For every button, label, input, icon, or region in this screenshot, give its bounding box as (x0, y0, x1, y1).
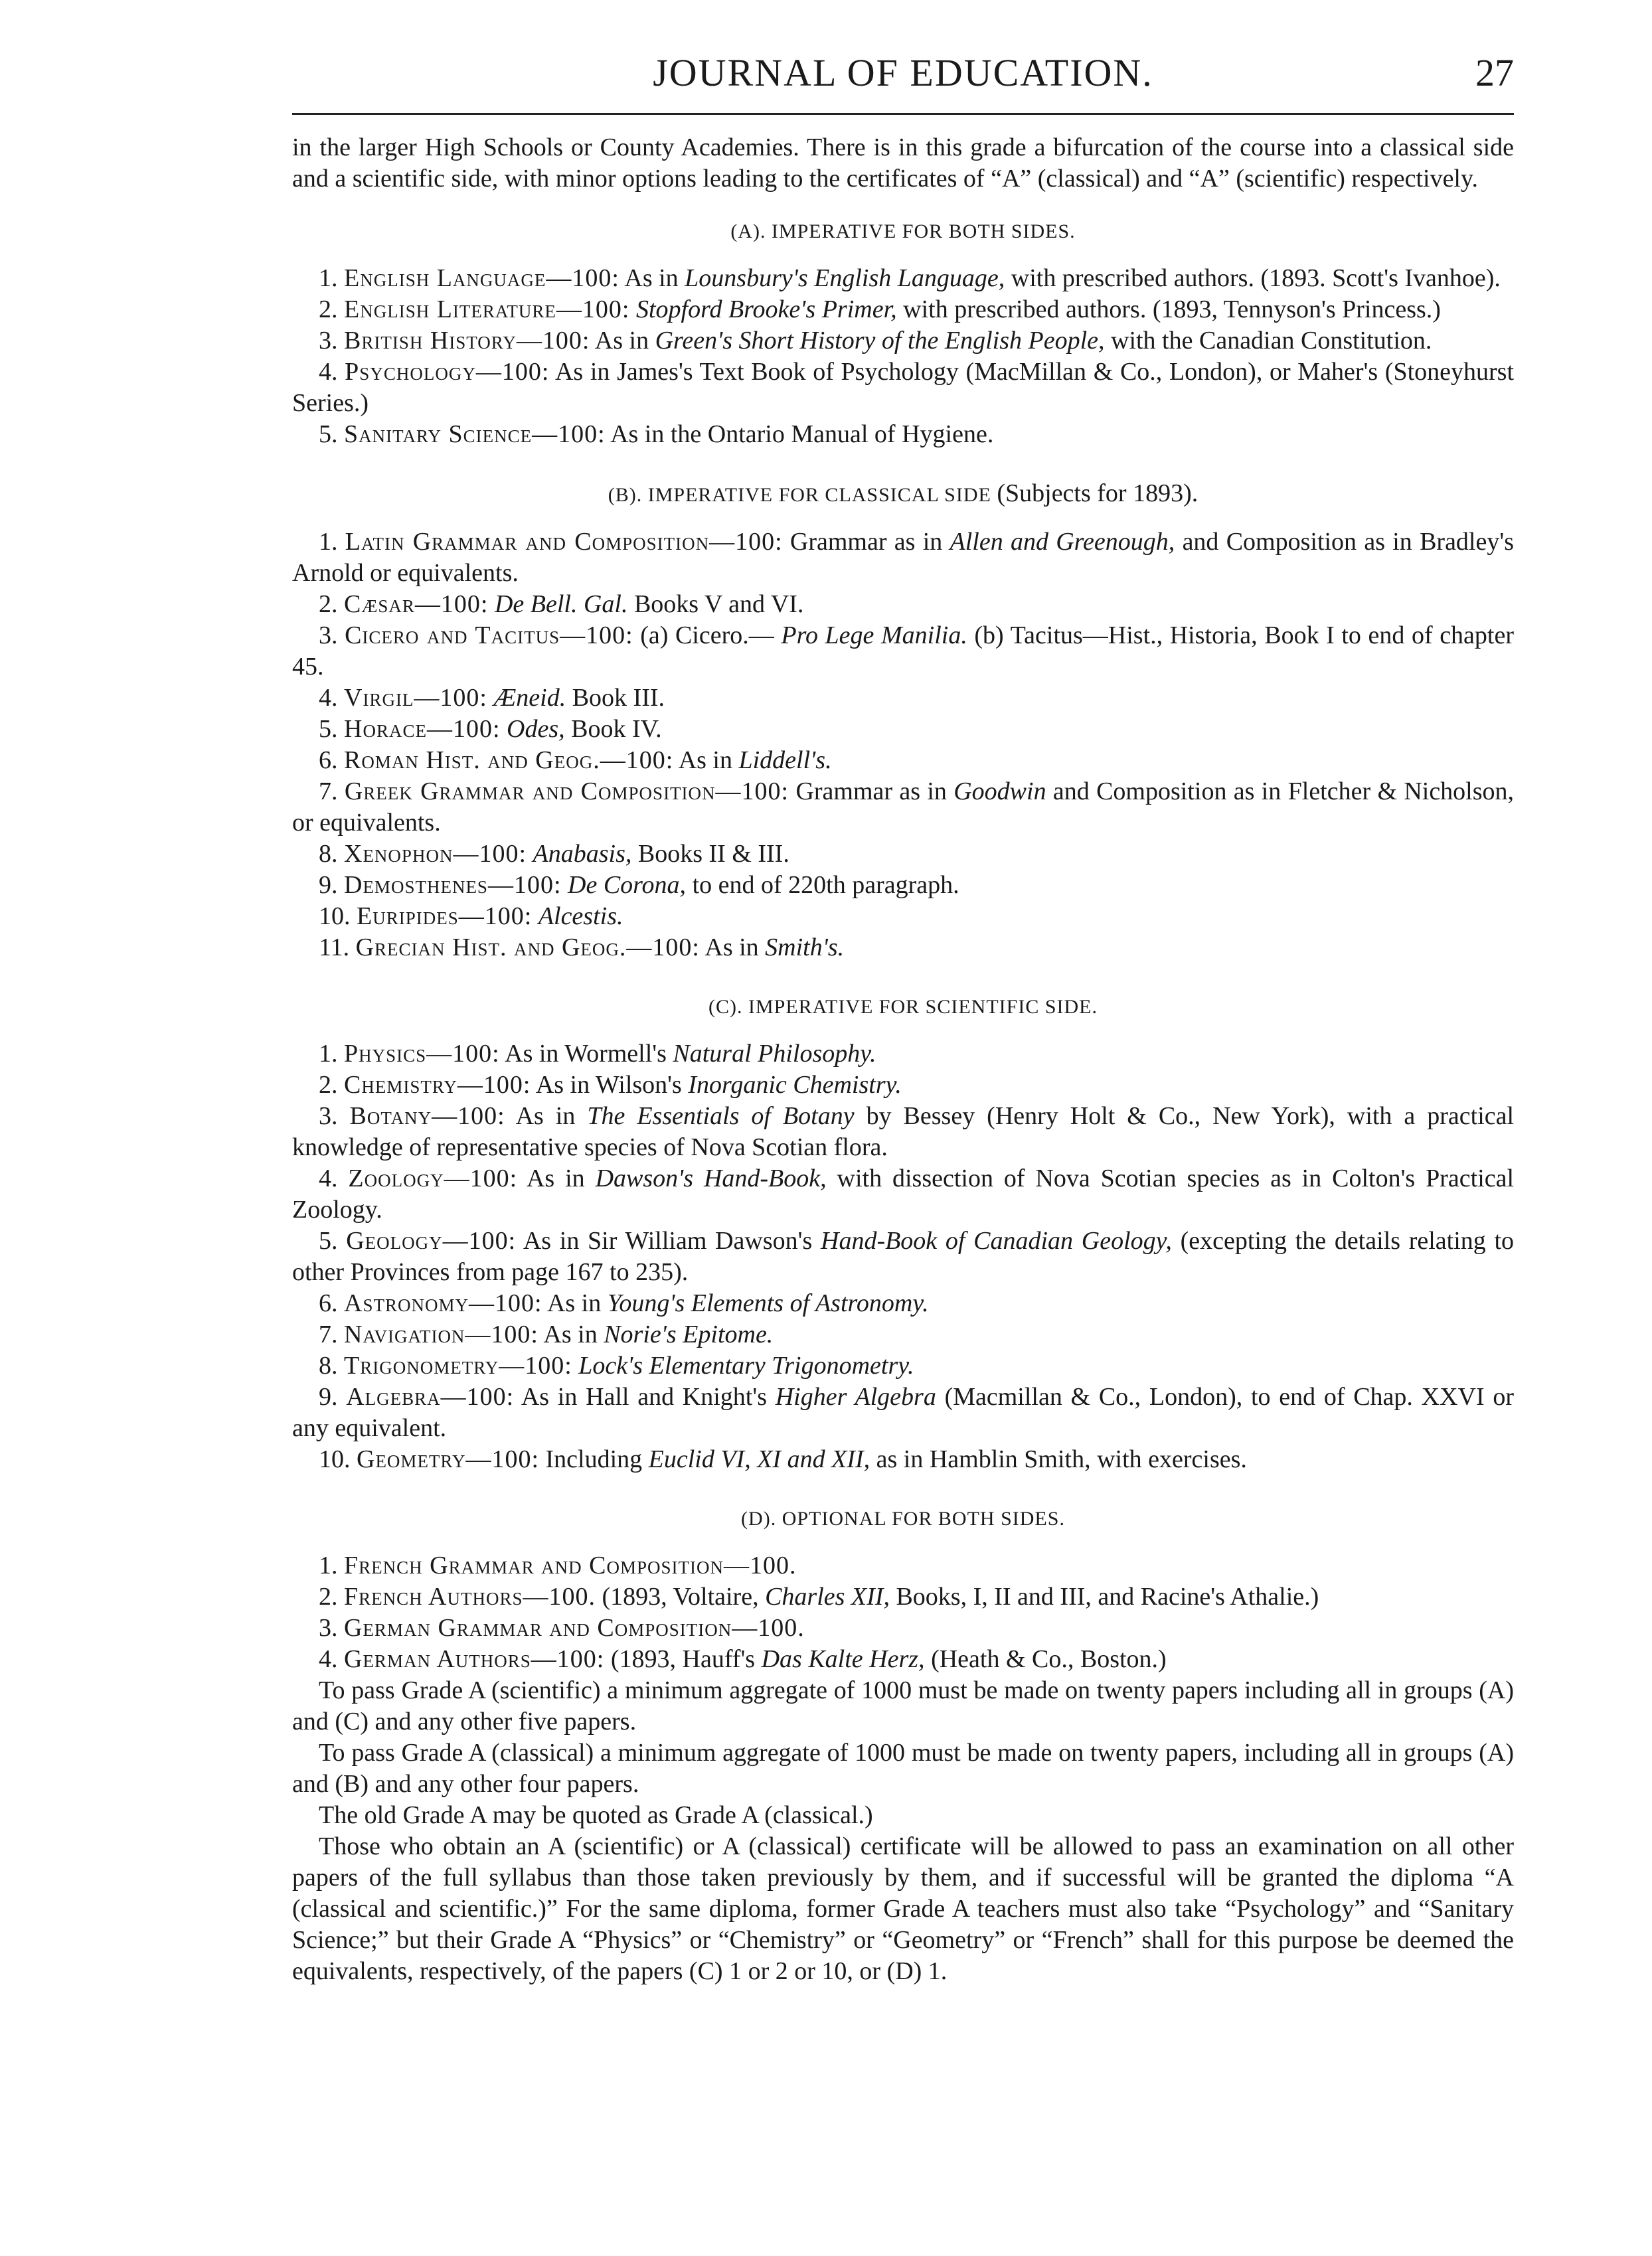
item-text-italic: De Bell. Gal. (494, 590, 628, 618)
item-text-pre: As in Wilson's (535, 1071, 682, 1099)
item-number: 10. (319, 902, 351, 930)
item-text-pre: As in James's Text Book of Psychology (MacMillan & Co., London), or Maher's (Stoneyhurst Series.) (292, 358, 1514, 417)
subject-item (292, 839, 1514, 870)
closing-paragraphs (292, 1675, 1514, 1987)
subject-name: Latin Grammar and Composition—100: (345, 528, 783, 556)
item-text-post: as in Hamblin Smith, with exercises. (876, 1445, 1247, 1473)
item-text-italic: Lock's Elementary Trigonometry. (578, 1352, 914, 1380)
item-number: 8. (319, 840, 338, 868)
subject-item (292, 870, 1514, 901)
subject-item (292, 1288, 1514, 1319)
subject-name: Grecian Hist. and Geog.—100: (355, 933, 700, 961)
item-text-post: (Heath & Co., Boston.) (931, 1645, 1167, 1673)
item-text-pre: As in Wormell's (505, 1040, 667, 1068)
item-text-pre: As in the Ontario Manual of Hygiene. (610, 420, 994, 448)
subject-item (292, 1581, 1514, 1613)
subject-name: English Literature—100: (344, 295, 630, 323)
sections-container (292, 216, 1514, 1675)
subject-item (292, 1550, 1514, 1581)
item-text-post: and Composition as in Bradley's Arnold or equivalents. (292, 528, 1514, 587)
item-text-pre: Including (545, 1445, 643, 1473)
item-text-post: with prescribed authors. (1893, Tennyson's Princess.) (903, 295, 1441, 323)
item-number: 2. (319, 1071, 338, 1099)
subject-item (292, 620, 1514, 683)
section-heading (292, 216, 1514, 247)
item-text-italic: Inorganic Chemistry. (688, 1071, 902, 1099)
section-heading-text: (B). IMPERATIVE FOR CLASSICAL SIDE (608, 484, 991, 506)
item-text-italic: Allen and Greenough, (950, 528, 1175, 556)
section-gap (292, 1475, 1514, 1495)
item-number: 3. (319, 1614, 338, 1642)
item-text-pre: As in (678, 746, 732, 774)
subject-item (292, 357, 1514, 419)
item-text-pre: As in (624, 264, 679, 292)
item-text-italic: Higher Algebra (775, 1383, 936, 1411)
item-text-italic: Lounsbury's English Language, (685, 264, 1005, 292)
item-number: 6. (319, 1289, 338, 1317)
subject-item (292, 1070, 1514, 1101)
item-number: 4. (319, 1165, 338, 1192)
item-text-pre: As in Hall and Knight's (521, 1383, 767, 1411)
item-text-italic: Stopford Brooke's Primer, (635, 295, 897, 323)
item-text-post: Books, I, II and III, and Racine's Athalie.) (896, 1583, 1319, 1611)
item-number: 8. (319, 1352, 338, 1380)
item-text-post: (excepting the details relating to other Provinces from page 167 to 235). (292, 1227, 1515, 1286)
item-number: 10. (319, 1445, 351, 1473)
subject-name: French Authors—100. (344, 1583, 596, 1611)
item-text-pre: As in Sir William Dawson's (523, 1227, 813, 1255)
item-text-pre: (a) Cicero.— (640, 621, 774, 649)
closing-paragraph: To pass Grade A (classical) a minimum aggregate of 1000 must be made on twenty papers, including all in groups (A) and (B) and any other four papers. (292, 1739, 1514, 1798)
item-text-italic: Natural Philosophy. (673, 1040, 876, 1068)
item-text-pre: As in (546, 1289, 602, 1317)
item-text-pre: As in (543, 1321, 598, 1348)
item-number: 5. (319, 715, 338, 743)
item-text-post: (Macmillan & Co., London), to end of Chap. XXVI or any equivalent. (292, 1383, 1514, 1442)
item-text-italic: The Essentials of Botany (587, 1102, 855, 1130)
subject-name: Physics—100: (344, 1040, 500, 1068)
item-number: 1. (319, 264, 338, 292)
subject-name: Cæsar—100: (344, 590, 489, 618)
subject-item (292, 1163, 1514, 1226)
item-number: 1. (319, 1552, 338, 1579)
subject-item (292, 1226, 1514, 1288)
subject-item (292, 932, 1514, 963)
item-text-italic: Das Kalte Herz, (761, 1645, 925, 1673)
item-number: 6. (319, 746, 338, 774)
subject-name: French Grammar and Composition—100. (344, 1552, 797, 1579)
item-text-post: Book III. (572, 684, 665, 712)
subject-name: Botany—100: (349, 1102, 505, 1130)
item-number: 1. (319, 1040, 338, 1068)
subject-name: Euripides—100: (357, 902, 533, 930)
section-heading (292, 991, 1514, 1022)
section-heading (292, 478, 1514, 511)
item-text-pre: Grammar as in (795, 777, 947, 805)
subject-item (292, 1101, 1514, 1163)
subject-item (292, 683, 1514, 714)
item-text-post: with the Canadian Constitution. (1111, 327, 1432, 355)
item-text-post: Books II & III. (637, 840, 789, 868)
item-text-post: Books V and VI. (633, 590, 804, 618)
item-text-post: with dissection of Nova Scotian species as in Colton's Practical Zoology. (292, 1165, 1515, 1224)
item-text-italic: Smith's. (765, 933, 845, 961)
item-text-italic: Goodwin (953, 777, 1046, 805)
section-heading (292, 1503, 1514, 1534)
item-text-pre: (1893, Voltaire, (602, 1583, 759, 1611)
item-text-post: Book IV. (571, 715, 662, 743)
subject-name: Sanitary Science—100: (344, 420, 606, 448)
item-text-pre: As in (704, 933, 759, 961)
subject-item (292, 714, 1514, 745)
item-number: 3. (319, 621, 338, 649)
item-text-italic: Alcestis. (538, 902, 623, 930)
journal-page (292, 40, 1514, 1987)
subject-name: Cicero and Tacitus—100: (345, 621, 633, 649)
item-text-post: with prescribed authors. (1893. Scott's Ivanhoe). (1011, 264, 1501, 292)
item-number: 9. (319, 871, 338, 899)
subject-name: German Grammar and Composition—100. (344, 1614, 805, 1642)
section-gap (292, 963, 1514, 983)
item-number: 2. (319, 1583, 338, 1611)
subject-name: Astronomy—100: (344, 1289, 542, 1317)
closing-paragraph: The old Grade A may be quoted as Grade A (classical.) (319, 1801, 873, 1829)
subject-name: Xenophon—100: (344, 840, 527, 868)
header-rule (292, 113, 1514, 115)
item-text-post: (b) Tacitus—Hist., Historia, Book I to end of chapter 45. (292, 621, 1514, 681)
item-text-post: and Composition as in Fletcher & Nicholson, or equivalents. (292, 777, 1515, 837)
intro-paragraph: in the larger High Schools or County Academies. There is in this grade a bifurcation of the course into a classical side and a scientific side, with minor options leading to the certificates of “A” (classical) and “A” (scientific) respectively. (292, 133, 1514, 193)
subject-item (292, 294, 1514, 325)
subject-item (292, 1038, 1514, 1070)
item-number: 7. (319, 777, 338, 805)
item-number: 4. (319, 358, 338, 386)
item-number: 5. (319, 420, 338, 448)
subject-name: Greek Grammar and Composition—100: (344, 777, 789, 805)
item-text-italic: De Corona, (568, 871, 687, 899)
subject-name: Trigonometry—100: (344, 1352, 572, 1380)
subject-name: Demosthenes—100: (344, 871, 562, 899)
item-number: 4. (319, 1645, 338, 1673)
item-text-post: to end of 220th paragraph. (692, 871, 959, 899)
page-number: 27 (1475, 51, 1514, 94)
section-gap (292, 450, 1514, 470)
subject-item (292, 1613, 1514, 1644)
subject-item (292, 419, 1514, 450)
item-text-italic: Odes, (507, 715, 565, 743)
subject-item (292, 263, 1514, 294)
item-text-italic: Liddell's. (738, 746, 832, 774)
item-number: 3. (319, 327, 338, 355)
closing-paragraph: Those who obtain an A (scientific) or A (classical) certificate will be allowed to pass an examination on all other papers of the full syllabus than those taken previously by them, and if successful will be granted the diploma “A (classical and scientific.)” For the same diploma, former Grade A teachers must also take “Psychology” and “Sanitary Science;” but their Grade A “Physics” or “Chemistry” or “Geometry” or “French” shall for this purpose be deemed the equivalents, respectively, of the papers (C) 1 or 2 or 10, or (D) 1. (292, 1832, 1514, 1985)
subject-item (292, 1644, 1514, 1675)
subject-name: Geology—100: (346, 1227, 517, 1255)
subject-name: Algebra—100: (346, 1383, 515, 1411)
item-number: 7. (319, 1321, 338, 1348)
subject-item (292, 745, 1514, 776)
subject-item (292, 1350, 1514, 1382)
item-text-pre: As in (594, 327, 649, 355)
section-heading-sub: (Subjects for 1893). (997, 479, 1198, 507)
item-number: 5. (319, 1227, 338, 1255)
subject-name: Psychology—100: (345, 358, 550, 386)
subject-item (292, 1382, 1514, 1444)
subject-name: Roman Hist. and Geog.—100: (344, 746, 674, 774)
closing-paragraph: To pass Grade A (scientific) a minimum aggregate of 1000 must be made on twenty papers including all in groups (A) and (C) and any other five papers. (292, 1676, 1514, 1735)
subject-item (292, 589, 1514, 620)
subject-item (292, 1444, 1514, 1475)
item-text-italic: Hand-Book of Canadian Geology, (821, 1227, 1172, 1255)
section-heading-text: (A). IMPERATIVE FOR BOTH SIDES. (730, 220, 1076, 242)
item-text-pre: Grammar as in (789, 528, 943, 556)
item-text-pre: (1893, Hauff's (610, 1645, 756, 1673)
item-text-italic: Green's Short History of the English People, (655, 327, 1105, 355)
section-heading-text: (D). OPTIONAL FOR BOTH SIDES. (741, 1508, 1065, 1530)
subject-item (292, 776, 1514, 839)
item-number: 3. (319, 1102, 338, 1130)
item-text-italic: Norie's Epitome. (604, 1321, 774, 1348)
subject-item (292, 526, 1514, 589)
item-number: 1. (319, 528, 338, 556)
subject-name: Navigation—100: (344, 1321, 538, 1348)
item-number: 9. (319, 1383, 338, 1411)
journal-title: JOURNAL OF EDUCATION. (653, 51, 1153, 94)
item-text-pre: As in (526, 1165, 585, 1192)
subject-name: Horace—100: (344, 715, 501, 743)
subject-item (292, 325, 1514, 357)
subject-name: English Language—100: (344, 264, 620, 292)
item-text-italic: Dawson's Hand-Book, (595, 1165, 827, 1192)
item-number: 2. (319, 295, 338, 323)
item-text-italic: Anabasis, (533, 840, 632, 868)
item-number: 4. (319, 684, 338, 712)
subject-name: Virgil—100: (344, 684, 487, 712)
subject-name: Zoology—100: (348, 1165, 518, 1192)
item-text-italic: Æneid. (493, 684, 566, 712)
item-text-post: by Bessey (Henry Holt & Co., New York), with a practical knowledge of representative species of Nova Scotian flora. (292, 1102, 1515, 1161)
item-text-italic: Pro Lege Manilia. (781, 621, 967, 649)
item-text-italic: Young's Elements of Astronomy. (607, 1289, 929, 1317)
subject-name: British History—100: (344, 327, 590, 355)
item-number: 11. (319, 933, 350, 961)
subject-name: Chemistry—100: (344, 1071, 531, 1099)
subject-name: Geometry—100: (357, 1445, 540, 1473)
subject-item (292, 1319, 1514, 1350)
item-text-italic: Euclid VI, XI and XII, (648, 1445, 870, 1473)
subject-name: German Authors—100: (344, 1645, 605, 1673)
page-header (292, 40, 1514, 106)
item-text-pre: As in (515, 1102, 576, 1130)
subject-item (292, 901, 1514, 932)
item-text-italic: Charles XII, (765, 1583, 890, 1611)
item-number: 2. (319, 590, 338, 618)
section-heading-text: (C). IMPERATIVE FOR SCIENTIFIC SIDE. (708, 996, 1098, 1018)
